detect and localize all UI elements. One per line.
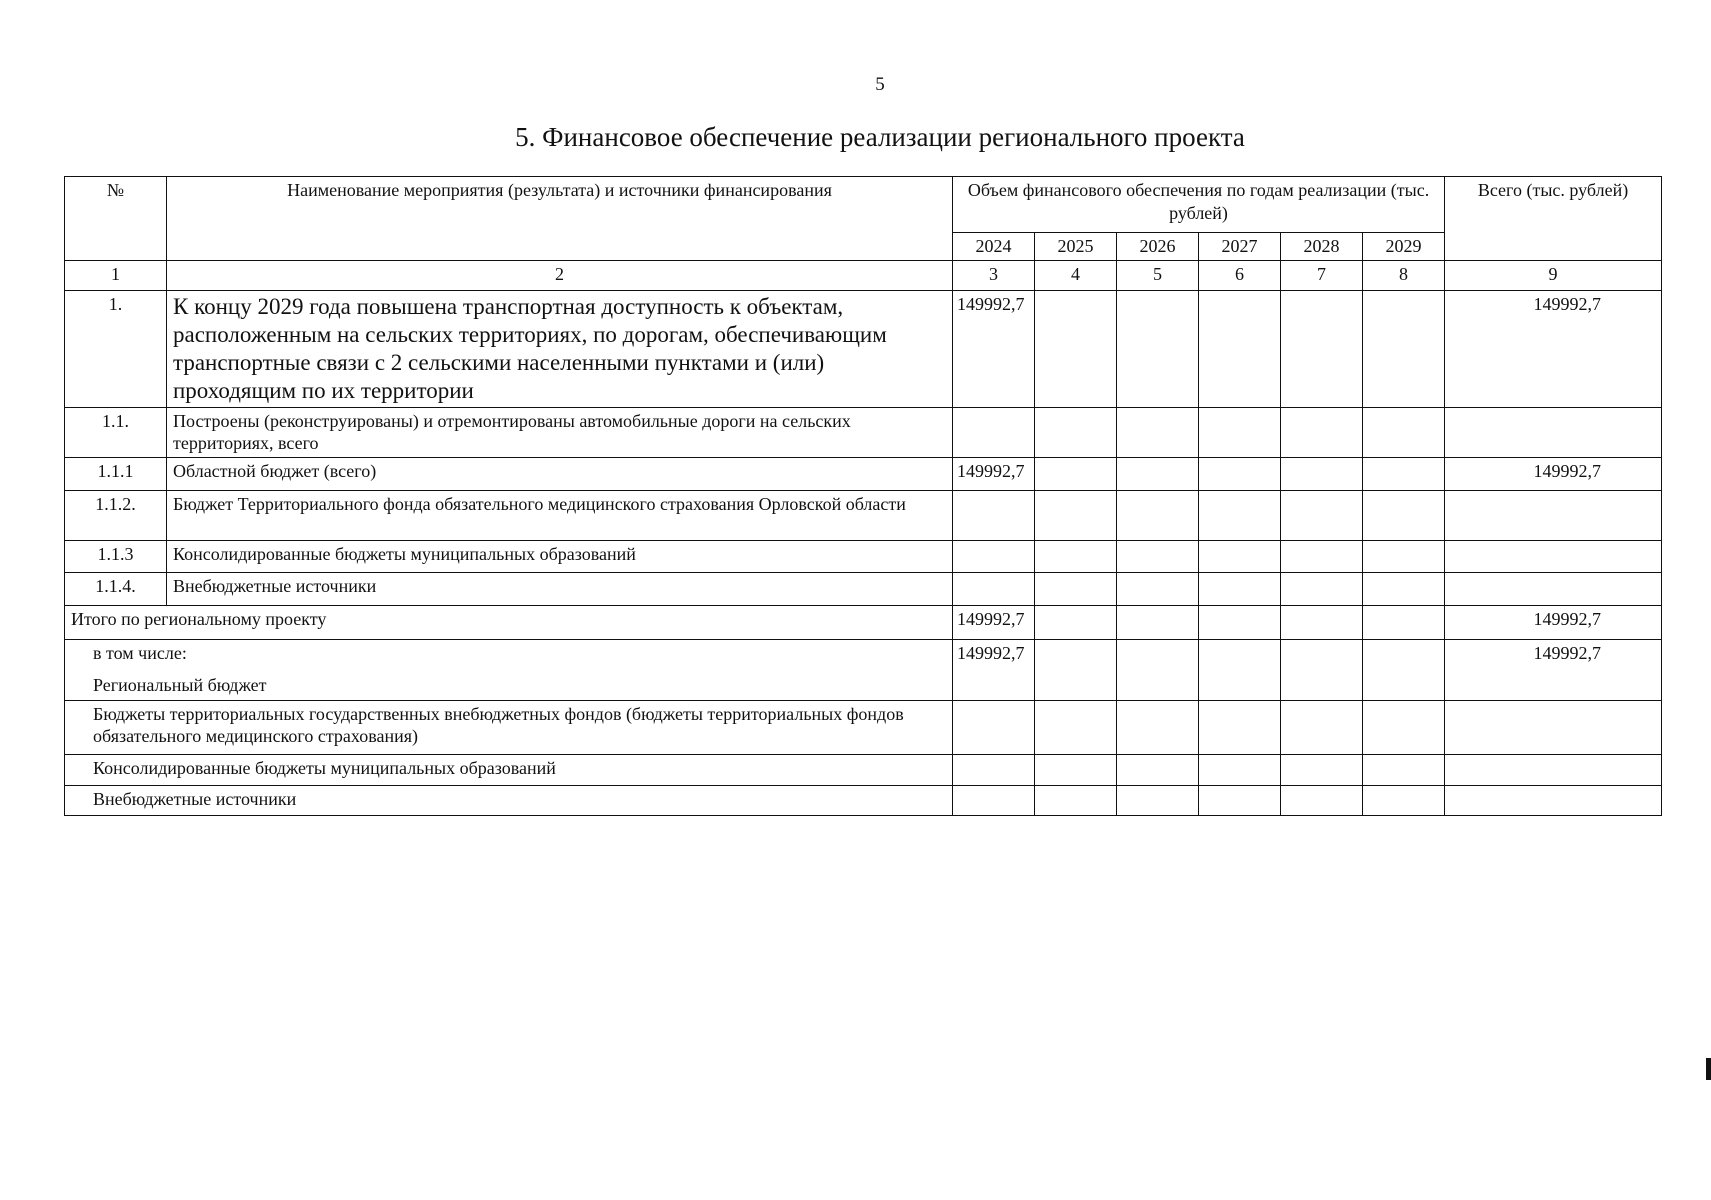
row-number: 1.1.1 <box>65 457 167 490</box>
row-value <box>1035 572 1117 605</box>
row-name: Построены (реконструированы) и отремонтированы автомобильные дороги на сельских территориях, всего <box>167 407 953 457</box>
row-value <box>1363 407 1445 457</box>
row-value <box>1117 407 1199 457</box>
breakdown-label <box>65 639 953 700</box>
row-value <box>1199 407 1281 457</box>
breakdown-value <box>1117 785 1199 815</box>
column-number: 5 <box>1117 260 1199 290</box>
summary-label: Итого по региональному проекту <box>65 605 953 639</box>
row-value <box>1281 540 1363 572</box>
header-total: Всего (тыс. рублей) <box>1445 177 1662 261</box>
breakdown-value <box>1363 785 1445 815</box>
row-total: 149992,7 <box>1445 457 1662 490</box>
row-number: 1.1.3 <box>65 540 167 572</box>
summary-value <box>1117 605 1199 639</box>
column-number: 8 <box>1363 260 1445 290</box>
column-number: 4 <box>1035 260 1117 290</box>
breakdown-value <box>1281 639 1363 700</box>
row-number: 1.1.4. <box>65 572 167 605</box>
table-row <box>65 457 1662 490</box>
row-value <box>1117 457 1199 490</box>
row-value <box>953 540 1035 572</box>
row-value <box>1035 540 1117 572</box>
row-name: Консолидированные бюджеты муниципальных образований <box>167 540 953 572</box>
breakdown-value <box>1363 700 1445 754</box>
page-number: 5 <box>875 74 885 95</box>
breakdown-value <box>1035 785 1117 815</box>
breakdown-total <box>1445 754 1662 785</box>
breakdown-row <box>65 754 1662 785</box>
row-value: 149992,7 <box>953 290 1035 407</box>
row-value <box>1363 572 1445 605</box>
row-total <box>1445 540 1662 572</box>
breakdown-label: Бюджеты территориальных государственных внебюджетных фондов (бюджеты территориальных фондов обязательного медицинского страхования) <box>65 700 953 754</box>
summary-value: 149992,7 <box>953 605 1035 639</box>
row-value <box>1199 540 1281 572</box>
row-value <box>1117 572 1199 605</box>
row-value <box>1281 490 1363 540</box>
breakdown-total: 149992,7 <box>1445 639 1662 700</box>
row-name: Областной бюджет (всего) <box>167 457 953 490</box>
row-value <box>953 490 1035 540</box>
header-no: № <box>65 177 167 261</box>
row-value <box>1281 290 1363 407</box>
row-value <box>1199 490 1281 540</box>
breakdown-label: Консолидированные бюджеты муниципальных образований <box>65 754 953 785</box>
breakdown-value <box>1199 639 1281 700</box>
summary-value <box>1199 605 1281 639</box>
row-value <box>1035 290 1117 407</box>
row-name: Бюджет Территориального фонда обязательного медицинского страхования Орловской области <box>167 490 953 540</box>
row-number: 1.1.2. <box>65 490 167 540</box>
scan-edge-mark <box>1706 1058 1711 1080</box>
row-value <box>1199 572 1281 605</box>
header-volume: Объем финансового обеспечения по годам реализации (тыс. рублей) <box>953 177 1445 233</box>
breakdown-value <box>1281 754 1363 785</box>
row-name: К концу 2029 года повышена транспортная доступность к объектам, расположенным на сельских территориях, по дорогам, обеспечивающим транспортные связи с 2 сельскими населенными пунктами и (или) проходящим по их территории <box>167 290 953 407</box>
summary-row <box>65 605 1662 639</box>
breakdown-value <box>1035 639 1117 700</box>
row-value <box>1117 290 1199 407</box>
financing-table <box>64 176 1662 816</box>
row-value <box>1035 490 1117 540</box>
breakdown-total <box>1445 785 1662 815</box>
column-number: 3 <box>953 260 1035 290</box>
row-total: 149992,7 <box>1445 290 1662 407</box>
breakdown-value <box>1117 754 1199 785</box>
breakdown-label: Внебюджетные источники <box>65 785 953 815</box>
row-value <box>1117 490 1199 540</box>
row-value <box>953 572 1035 605</box>
header-year: 2029 <box>1363 233 1445 261</box>
breakdown-value <box>1199 754 1281 785</box>
row-value <box>1281 457 1363 490</box>
row-value <box>1281 572 1363 605</box>
row-value <box>1363 290 1445 407</box>
row-value <box>1363 457 1445 490</box>
summary-value <box>1281 605 1363 639</box>
breakdown-total <box>1445 700 1662 754</box>
row-value <box>1199 290 1281 407</box>
column-number: 1 <box>65 260 167 290</box>
table-row <box>65 490 1662 540</box>
breakdown-row <box>65 639 1662 700</box>
row-value <box>1035 407 1117 457</box>
breakdown-intro: в том числе: <box>93 642 187 663</box>
row-value: 149992,7 <box>953 457 1035 490</box>
table-row <box>65 290 1662 407</box>
breakdown-value <box>1363 754 1445 785</box>
breakdown-value: 149992,7 <box>953 639 1035 700</box>
breakdown-value <box>1035 700 1117 754</box>
breakdown-value <box>1117 700 1199 754</box>
column-number: 2 <box>167 260 953 290</box>
table-row <box>65 407 1662 457</box>
header-row <box>65 177 1662 233</box>
row-value <box>1363 540 1445 572</box>
column-number: 6 <box>1199 260 1281 290</box>
header-year: 2024 <box>953 233 1035 261</box>
summary-value <box>1035 605 1117 639</box>
breakdown-row <box>65 785 1662 815</box>
summary-total: 149992,7 <box>1445 605 1662 639</box>
header-year: 2025 <box>1035 233 1117 261</box>
row-value <box>1281 407 1363 457</box>
table-row <box>65 540 1662 572</box>
breakdown-value <box>1281 700 1363 754</box>
row-value <box>953 407 1035 457</box>
header-year: 2027 <box>1199 233 1281 261</box>
row-value <box>1035 457 1117 490</box>
breakdown-value <box>1363 639 1445 700</box>
breakdown-value <box>1199 700 1281 754</box>
breakdown-value <box>1199 785 1281 815</box>
row-total <box>1445 490 1662 540</box>
header-year: 2026 <box>1117 233 1199 261</box>
summary-value <box>1363 605 1445 639</box>
breakdown-sub-label: Региональный бюджет <box>93 675 267 696</box>
table-row <box>65 572 1662 605</box>
row-name: Внебюджетные источники <box>167 572 953 605</box>
breakdown-value <box>953 754 1035 785</box>
column-number-row <box>65 260 1662 290</box>
row-number: 1.1. <box>65 407 167 457</box>
row-total <box>1445 407 1662 457</box>
breakdown-value <box>953 785 1035 815</box>
column-number: 7 <box>1281 260 1363 290</box>
breakdown-value <box>1035 754 1117 785</box>
row-value <box>1199 457 1281 490</box>
breakdown-value <box>1117 639 1199 700</box>
breakdown-value <box>1281 785 1363 815</box>
section-title: 5. Финансовое обеспечение реализации регионального проекта <box>515 122 1245 152</box>
breakdown-row <box>65 700 1662 754</box>
row-number: 1. <box>65 290 167 407</box>
column-number: 9 <box>1445 260 1662 290</box>
row-value <box>1363 490 1445 540</box>
header-year: 2028 <box>1281 233 1363 261</box>
row-value <box>1117 540 1199 572</box>
header-name: Наименование мероприятия (результата) и источники финансирования <box>167 177 953 261</box>
row-total <box>1445 572 1662 605</box>
breakdown-value <box>953 700 1035 754</box>
